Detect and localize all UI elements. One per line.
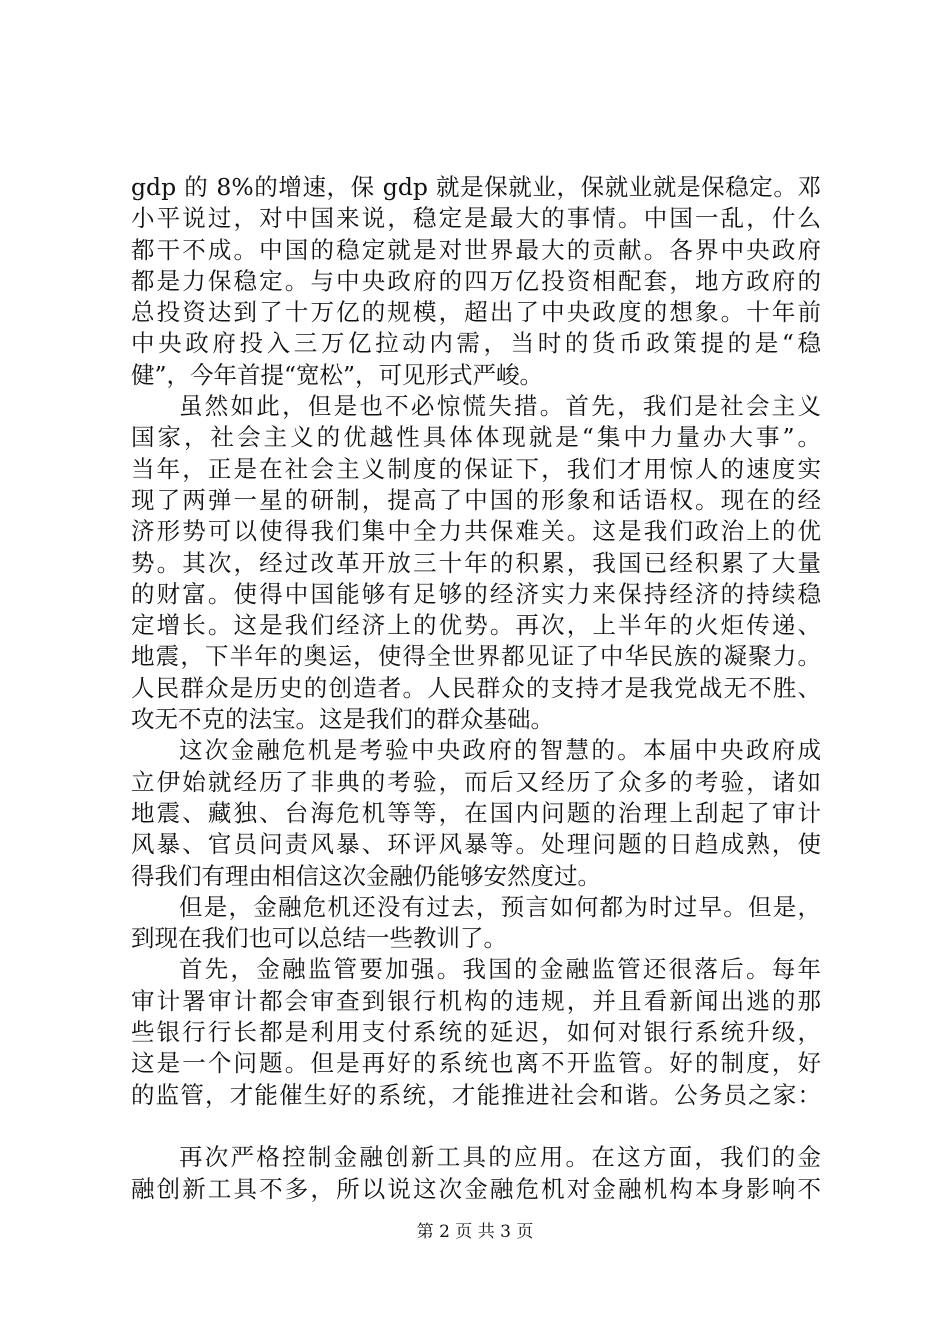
text-line: 地震，下半年的奥运，使得全世界都见证了中华民族的凝聚力。 xyxy=(131,642,821,671)
text-line: 国家，社会主义的优越性具体体现就是“集中力量办大事”。 xyxy=(131,423,821,452)
text-line: 到现在我们也可以总结一些教训了。 xyxy=(131,924,507,953)
paragraph-first-line: 首先，金融监管要加强。我国的金融监管还很落后。每年 xyxy=(179,955,821,984)
text-line: 地震、藏独、台海危机等等，在国内问题的治理上刮起了审计 xyxy=(131,798,821,827)
text-line: 健”，今年首提“宽松”，可见形式严峻。 xyxy=(131,360,544,389)
text-line: 济形势可以使得我们集中全力共保难关。这是我们政治上的优 xyxy=(131,517,821,546)
paragraph-first-line: 这次金融危机是考验中央政府的智慧的。本届中央政府成 xyxy=(179,736,821,765)
document-body xyxy=(131,172,821,1205)
text-line: 审计署审计都会审查到银行机构的违规，并且看新闻出逃的那 xyxy=(131,986,821,1015)
text-line: 攻无不克的法宝。这是我们的群众基础。 xyxy=(131,705,554,734)
text-line: 风暴、官员问责风暴、环评风暴等。处理问题的日趋成熟，使 xyxy=(131,830,821,859)
text-line: 融创新工具不多，所以说这次金融危机对金融机构本身影响不 xyxy=(131,1174,821,1203)
text-line: 得我们有理由相信这次金融仍能够安然度过。 xyxy=(131,861,601,890)
text-line: 势。其次，经过改革开放三十年的积累，我国已经积累了大量 xyxy=(131,548,821,577)
text-line: gdp 的 8%的增速，保 gdp 就是保就业，保就业就是保稳定。邓 xyxy=(131,173,821,201)
text-line: 现了两弹一星的研制，提高了中国的形象和话语权。现在的经 xyxy=(131,485,821,514)
text-line: 这是一个问题。但是再好的系统也离不开监管。好的制度，好 xyxy=(131,1049,821,1078)
text-line: 的财富。使得中国能够有足够的经济实力来保持经济的持续稳 xyxy=(131,579,821,608)
blank-line xyxy=(131,1111,821,1142)
text-line: 小平说过，对中国来说，稳定是最大的事情。中国一乱，什么 xyxy=(131,204,821,233)
page-footer: 第 2 页 共 3 页 xyxy=(416,1222,534,1242)
text-line: 人民群众是历史的创造者。人民群众的支持才是我党战无不胜、 xyxy=(131,673,821,702)
paragraph-first-line: 但是，金融危机还没有过去，预言如何都为时过早。但是， xyxy=(179,892,821,921)
text-line: 中央政府投入三万亿拉动内需，当时的货币政策提的是“稳 xyxy=(131,329,821,358)
text-line: 总投资达到了十万亿的规模，超出了中央政度的想象。十年前 xyxy=(131,298,821,327)
paragraph-first-line: 再次严格控制金融创新工具的应用。在这方面，我们的金 xyxy=(179,1143,821,1172)
text-line: 都干不成。中国的稳定就是对世界最大的贡献。各界中央政府 xyxy=(131,235,821,264)
text-line: 些银行行长都是利用支付系统的延迟，如何对银行系统升级， xyxy=(131,1018,821,1047)
text-line: 当年，正是在社会主义制度的保证下，我们才用惊人的速度实 xyxy=(131,454,821,483)
text-line: 的监管，才能催生好的系统，才能推进社会和谐。公务员之家： xyxy=(131,1080,821,1109)
text-line: 都是力保稳定。与中央政府的四万亿投资相配套，地方政府的 xyxy=(131,266,821,295)
paragraph-first-line: 虽然如此，但是也不必惊慌失措。首先，我们是社会主义 xyxy=(179,392,821,421)
text-line: 立伊始就经历了非典的考验，而后又经历了众多的考验，诸如 xyxy=(131,767,821,796)
text-line: 定增长。这是我们经济上的优势。再次，上半年的火炬传递、 xyxy=(131,611,821,640)
